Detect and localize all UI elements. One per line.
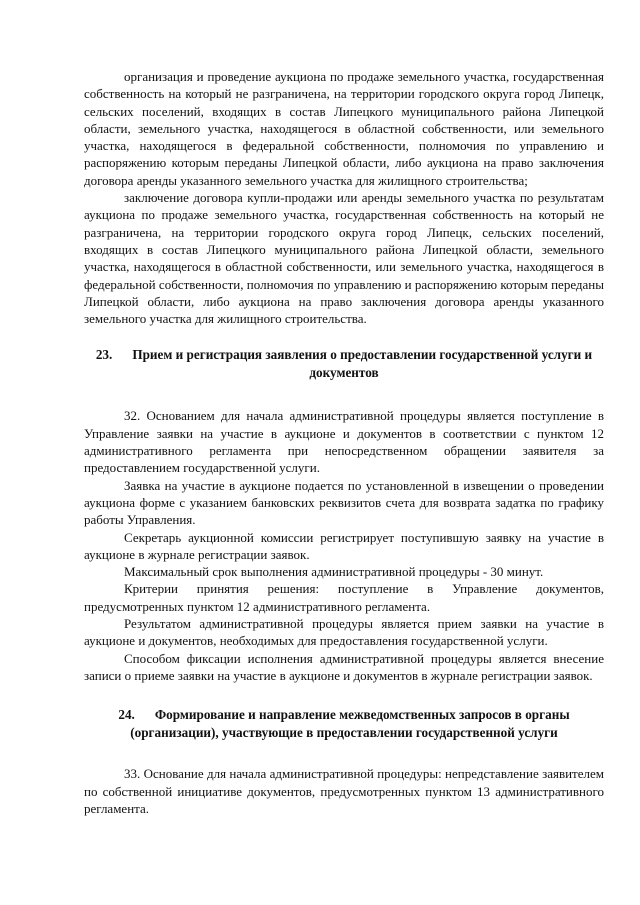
section-23-number: 23.: [95, 347, 113, 363]
section-23-paragraph: Секретарь аукционной комиссии регистрирует поступившую заявку на участие в аукционе в журнале регистрации заявок.: [84, 529, 604, 562]
intro-paragraph-1: организация и проведение аукциона по продаже земельного участка, государственная собственность на который не разграничена, на территории городского округа город Липецк, сельских поселений, входящих в состав Липецкого муниципального района Липецкой области, земельного участка, находящегося в областной собственности, или земельного участка, находящегося в федеральной собственности, полномочия по управлению и распоряжению которым переданы Липецкой области, либо аукциона на право заключения договора аренды указанного земельного участка для жилищного строительства;: [84, 69, 604, 188]
section-23-paragraph: 32. Основанием для начала административной процедуры является поступление в Управление заявки на участие в аукционе и документов в соответствии с пунктом 12 административного регламента при непосредственном обращении заявителя за предоставлением государственной услуги.: [84, 408, 604, 476]
section-23-paragraph: Критерии принятия решения: поступление в Управление документов, предусмотренных пунктом 12 административного регламента.: [84, 581, 604, 614]
section-23-paragraph: Результатом административной процедуры является прием заявки на участие в аукционе и документов, необходимых для предоставления государственной услуги.: [84, 616, 604, 649]
section-23-title: Прием и регистрация заявления о предоставлении государственной услуги и документов: [132, 347, 593, 380]
section-24-paragraph: 33. Основание для начала административной процедуры: непредставление заявителем по собственной инициативе документов, предусмотренных пунктом 13 административного регламента.: [84, 766, 604, 816]
section-23-paragraph: Максимальный срок выполнения административной процедуры - 30 минут.: [124, 564, 544, 580]
section-23-heading: [84, 346, 604, 381]
intro-paragraph-2: заключение договора купли-продажи или аренды земельного участка по результатам аукциона по продаже земельного участка, государственная собственность на который не разграничена, на территории городского округа город Липецк, сельских поселений, входящих в состав Липецкого муниципального района Липецкой области, земельного участка, находящегося в областной собственности, или земельного участка, находящегося в федеральной собственности, полномочия по управлению и распоряжению которым переданы Липецкой области, либо аукциона на право заключения договора аренды указанного земельного участка для жилищного строительства.: [84, 190, 604, 327]
document-body: [84, 68, 604, 817]
section-23-paragraph: Способом фиксации исполнения административной процедуры является внесение записи о приеме заявки на участие в аукционе и документов в журнале регистрации заявок.: [84, 650, 604, 683]
section-24-number: 24.: [118, 707, 135, 723]
section-24-heading: [84, 706, 604, 741]
section-24-title: Формирование и направление межведомственных запросов в органы (организации), участвующие в предоставлении государственной услуги: [130, 707, 570, 740]
section-23-paragraph: Заявка на участие в аукционе подается по установленной в извещении о проведении аукциона форме с указанием банковских реквизитов счета для возврата задатка по графику работы Управления.: [84, 477, 604, 528]
